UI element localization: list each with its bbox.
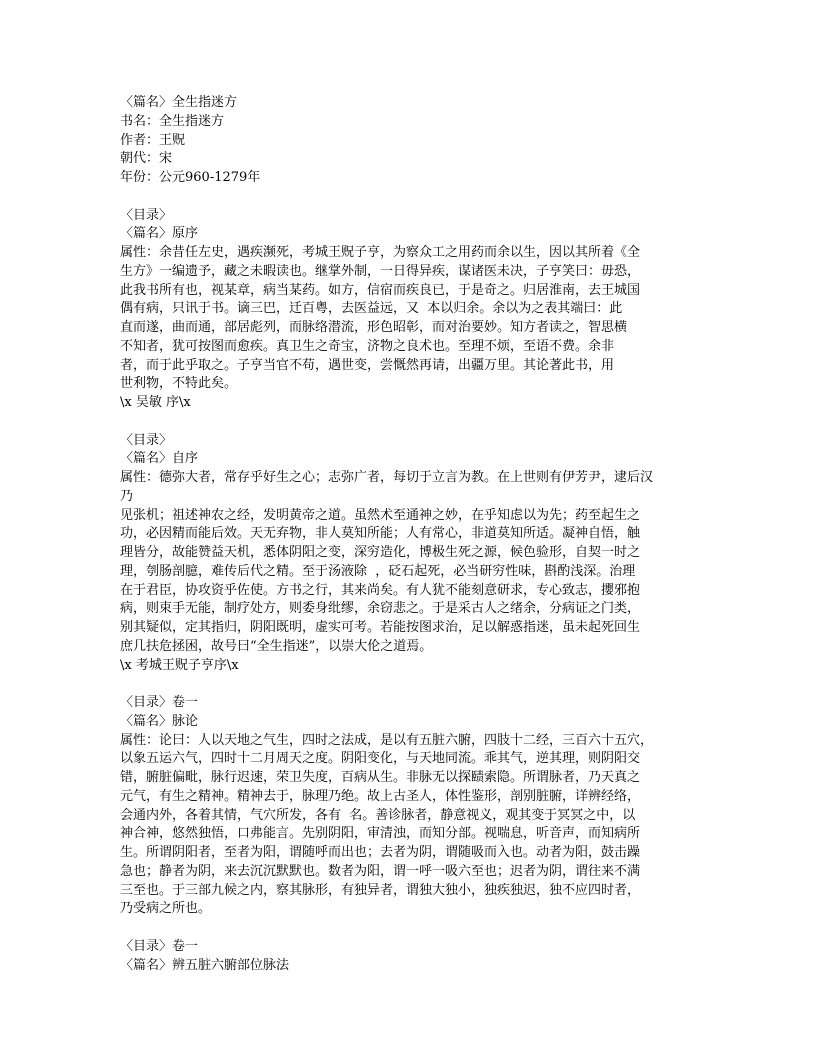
text-line: 生。所谓阴阳者，至者为阳，谓随呼而出也；去者为阴，谓随吸而入也。动者为阳，鼓击躁: [120, 845, 641, 860]
text-line: 以象五运六气，四时十二月周天之度。阴阳变化，与天地同流。乖其气，逆其理，则阴阳交: [120, 751, 641, 767]
document-page: [120, 94, 700, 975]
sections-container: [120, 188, 700, 976]
text-line: 者，而于此乎取之。子亨当官不苟，遇世变，尝慨然再请，出疆万里。其论著此书，用: [120, 357, 615, 373]
text-line: 属性：余昔任左史，遇疾濒死，考城王贶子亨，为察众工之用药而余以生，因以其所着《全: [120, 245, 641, 260]
text-line: 〈篇名〉原序: [120, 226, 199, 242]
author-line: 作者：王贶: [120, 132, 186, 148]
section-spacer: [120, 919, 700, 938]
text-line: 〈目录〉: [120, 207, 173, 223]
dynasty-line: 朝代：宋: [120, 151, 173, 167]
text-line: 在于君臣，协攻资乎佐使。方书之行，其来尚矣。有人犹不能刻意研求，专心致志，攖邪抱: [120, 582, 641, 598]
section-zi-xu: [120, 432, 700, 676]
text-line: 〈篇名〉辨五脏六腑部位脉法: [120, 957, 290, 973]
text-line: \x 吴敏 序\x: [120, 395, 191, 410]
section-bian-wu-zang: [120, 938, 700, 976]
text-line: 理，刳肠剖臆，难传后代之精。至于汤液除 ，砭石起死，必当研穷性味，斟酌浅深。治理: [120, 563, 636, 579]
text-line: 元气，有生之精神。精神去于，脉理乃绝。故上古圣人，体性鉴形，剖别脏腑，详辨经络，: [120, 788, 641, 804]
text-line: 不知者，犹可按图而愈疾。真卫生之奇宝，济物之良术也。至理不烦，至语不费。余非: [120, 338, 615, 354]
year-line: 年份：公元960-1279年: [120, 170, 261, 185]
text-line: 功，必因精而能后效。天无弃物，非人莫知所能；人有常心，非道莫知所适。凝神自悟，触: [120, 526, 641, 542]
text-line: 理皆分，故能赞益天机，悉体阴阳之变，深穷造化，博极生死之源，候色验形，自契一时之: [120, 545, 641, 560]
text-line: 会通内外，各着其情，气穴所发，各有 名。善诊脉者，静意视义，观其变于冥冥之中，以: [120, 807, 636, 823]
text-line: 世利物，不特此矣。: [120, 376, 238, 392]
text-line: 乃: [120, 488, 134, 504]
text-line: 直而遂，曲而通，部居彪列，而脉络潜流，形色昭彰，而对治要妙。知方者读之，智思横: [120, 320, 628, 335]
book-name-line: 书名：全生指迷方: [120, 113, 225, 129]
text-line: \x 考城王贶子亨序\x: [120, 657, 239, 673]
text-line: 三至也。于三部九候之内，察其脉形，有独异者，谓独大独小，独疾独迟，独不应四时者，: [120, 882, 641, 898]
section-spacer: [120, 413, 700, 432]
text-line: 〈篇名〉脉论: [120, 713, 199, 729]
text-line: 此我书所有也，视某章，病当某药。如方，信宿而疾良已，于是奇之。归居淮南，去王城国: [120, 282, 641, 298]
text-line: 病，则束手无能，制疗处方，则委身纰缪，余窃悲之。于是采古人之绪余，分病证之门类，: [120, 601, 641, 617]
text-line: 神合神，悠然独悟，口弗能言。先别阴阳，审清浊，而知分部。视喘息，听音声，而知病所: [120, 826, 641, 842]
section-spacer: [120, 675, 700, 694]
text-line: 〈篇名〉自序: [120, 451, 199, 467]
text-line: 〈目录〉: [120, 432, 173, 448]
section-yuan-xu: [120, 207, 700, 413]
text-line: 庶几扶危拯困，故号曰“全生指迷”，以崇大伦之道焉。: [120, 638, 433, 654]
section-spacer: [120, 188, 700, 207]
text-line: 乃受病之所也。: [120, 901, 212, 917]
text-line: 〈目录〉卷一: [120, 695, 199, 710]
text-line: 错，腑脏偏毗，脉行迟速，荣卫失度，百病从生。非脉无以探赜索隐。所谓脉者，乃天真之: [120, 770, 641, 785]
text-line: 生方》一编遗予，藏之未暇读也。继掌外制，一日得异疾，谋诸医未决，子亨笑曰：毋恐，: [120, 263, 641, 279]
text-line: 属性：论曰：人以天地之气生，四时之法成，是以有五脏六腑，四肢十二经，三百六十五穴，: [120, 732, 654, 748]
title-line: 〈篇名〉全生指迷方: [120, 95, 238, 110]
section-mai-lun: [120, 694, 700, 919]
text-line: 〈目录〉卷一: [120, 938, 199, 954]
header-block: [120, 94, 700, 188]
text-line: 属性：德弥大者，常存乎好生之心；志弥广者，每切于立言为教。在上世则有伊芳尹，逮后汉: [120, 470, 654, 485]
text-line: 别其疑似，定其指归，阴阳既明，虚实可考。若能按图求治，足以解惑指迷，虽未起死回生: [120, 620, 641, 635]
text-line: 偶有病，只讯于书。谪三巴，迁百粤，去医益远，又 本以归余。余以为之表其端曰：此: [120, 301, 623, 317]
text-line: 见张机；祖述神农之经，发明黄帝之道。虽然术至通神之妙，在乎知虑以为先；药至起生之: [120, 507, 641, 523]
text-line: 急也；静者为阴，来去沉沉默默也。数者为阳，谓一呼一吸六至也；迟者为阴，谓往来不满: [120, 863, 641, 879]
